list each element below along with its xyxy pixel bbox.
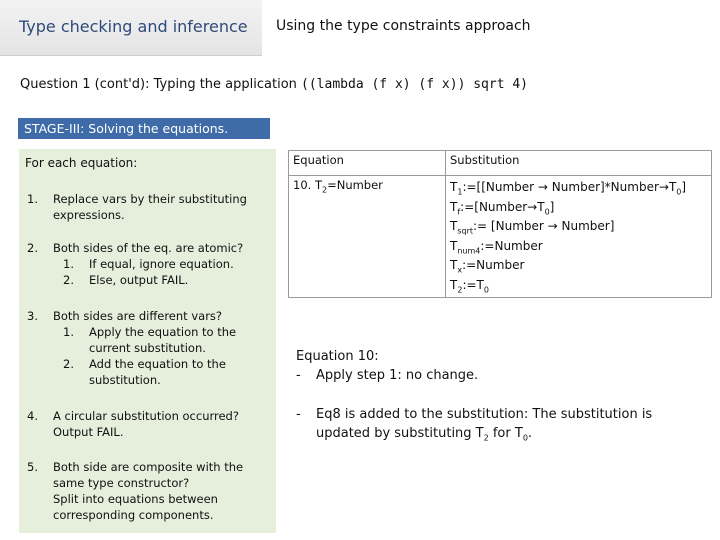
step-text: Both sides are different vars? — [53, 309, 223, 323]
arrow-icon: → — [658, 180, 669, 194]
question-prefix: Question 1 (cont'd): — [20, 77, 150, 92]
arrow-icon: → — [537, 180, 548, 194]
page-title: Type checking and inference — [19, 17, 248, 36]
substitution-line: $T_x:=Number$ — [450, 258, 525, 275]
question-line — [20, 77, 528, 92]
equation-table — [288, 150, 712, 298]
step-number: 4. — [27, 409, 38, 423]
stage-text: Solving the equations. — [88, 121, 229, 136]
substep: 2. Add the equation to the substitution. — [63, 357, 226, 387]
equation-note-title: Equation 10: — [296, 349, 379, 364]
equation-cell: 10. $T_2=Number$ — [289, 176, 446, 298]
step-number: 2. — [27, 241, 38, 255]
step-text: Replace vars by their substituting expressions. — [53, 192, 247, 222]
substep: 1. If equal, ignore equation. — [63, 257, 234, 271]
substitution-line: $T_f:=[Number\to T_0]$ — [450, 199, 555, 216]
substitution-line: $T_{num4}:=Number$ — [450, 238, 543, 255]
step-number: 5. — [27, 460, 38, 474]
question-text: Typing the application — [153, 77, 297, 92]
step-text: Both side are composite with the same type constructor? — [53, 460, 244, 490]
question-code: ((lambda (f x) (f x)) sqrt 4) — [301, 77, 529, 92]
substep: 2. Else, output FAIL. — [63, 273, 189, 287]
substitution-line: $T_2:=T_0$ — [450, 277, 489, 294]
step-number: 3. — [27, 309, 38, 323]
step-text: A circular substitution occurred? Output FAIL. — [53, 409, 239, 439]
arrow-icon: → — [547, 219, 558, 233]
substitution-line: $T_1:=[[Number$ → $Number]*Number\to T_0$] — [450, 180, 687, 197]
arrow-icon: → — [527, 199, 538, 214]
note-item: - Apply step 1: no change. — [296, 368, 479, 383]
column-header-equation: Equation — [289, 151, 446, 176]
note-item: - Eq8 is added to the substitution: The substitution is updated by substituting $T_2$ for $T_0$. — [296, 407, 653, 443]
substitution-cell — [446, 176, 712, 298]
step-text: Both sides of the eq. are atomic? — [53, 241, 244, 255]
steps-heading: For each equation: — [25, 156, 138, 170]
column-header-substitution: Substitution — [446, 151, 712, 176]
substitution-line: $T_{sqrt}:=$ [Number → Number] — [450, 219, 615, 236]
page-subtitle: Using the type constraints approach — [276, 18, 531, 34]
stage-label: STAGE-III: — [24, 121, 85, 136]
step-extra: Split into equations between corresponding components. — [53, 492, 218, 522]
step-number: 1. — [27, 192, 38, 206]
stage-banner — [18, 118, 270, 139]
substep: 1. Apply the equation to the current substitution. — [63, 325, 237, 355]
